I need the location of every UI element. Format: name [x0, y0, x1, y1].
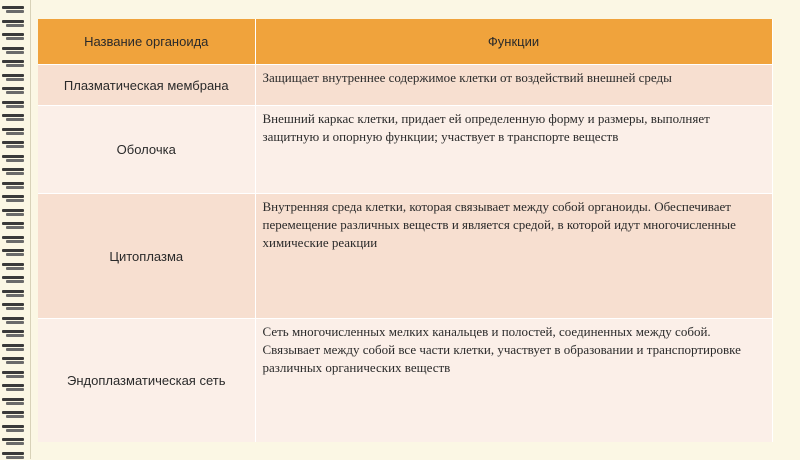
binding-ring: [2, 195, 26, 203]
organoid-name: Эндоплазматическая сеть: [38, 319, 255, 442]
binding-ring: [2, 303, 26, 311]
binding-ring: [2, 209, 26, 217]
binding-ring: [2, 263, 26, 271]
binding-ring: [2, 74, 26, 82]
binding-ring: [2, 101, 26, 109]
organoid-function: Сеть многочисленных мелких канальцев и полостей, соединенных между собой. Связывает между собой все части клетки, участвует в образовании и транспортировке различных органических веществ: [255, 319, 772, 442]
binding-ring: [2, 411, 26, 419]
binding-ring: [2, 87, 26, 95]
organoid-name: Оболочка: [38, 106, 255, 194]
binding-ring: [2, 371, 26, 379]
binding-ring: [2, 222, 26, 230]
binding-ring: [2, 168, 26, 176]
spiral-binding-icon: [0, 0, 30, 459]
table-header-row: [38, 19, 772, 65]
binding-ring: [2, 155, 26, 163]
binding-ring: [2, 330, 26, 338]
organoid-table-container: [38, 19, 772, 459]
binding-ring: [2, 60, 26, 68]
organoid-function: Внешний каркас клетки, придает ей определенную форму и размеры, выполняет защитную и опорную функции; участвует в транспорте веществ: [255, 106, 772, 194]
binding-ring: [2, 249, 26, 257]
header-functions: Функции: [255, 19, 772, 65]
table-row: [38, 106, 772, 194]
organoid-function: Защищает внутреннее содержимое клетки от воздействий внешней среды: [255, 65, 772, 106]
table-row: [38, 194, 772, 319]
binding-ring: [2, 182, 26, 190]
header-organoid-name: Название органоида: [38, 19, 255, 65]
binding-ring: [2, 384, 26, 392]
page-edge: [30, 0, 31, 459]
binding-ring: [2, 276, 26, 284]
binding-ring: [2, 128, 26, 136]
binding-ring: [2, 6, 26, 14]
binding-ring: [2, 452, 26, 460]
binding-ring: [2, 344, 26, 352]
organoid-name: Цитоплазма: [38, 194, 255, 319]
binding-ring: [2, 317, 26, 325]
table-row: [38, 65, 772, 106]
binding-ring: [2, 141, 26, 149]
binding-ring: [2, 236, 26, 244]
binding-ring: [2, 290, 26, 298]
binding-ring: [2, 47, 26, 55]
binding-ring: [2, 438, 26, 446]
organoid-name: Плазматическая мембрана: [38, 65, 255, 106]
binding-ring: [2, 33, 26, 41]
binding-ring: [2, 398, 26, 406]
table-row: [38, 319, 772, 442]
binding-ring: [2, 20, 26, 28]
organoid-function: Внутренняя среда клетки, которая связывает между собой органоиды. Обеспечивает перемещение различных веществ и является средой, в которой идут многочисленные химические реакции: [255, 194, 772, 319]
binding-ring: [2, 425, 26, 433]
binding-ring: [2, 357, 26, 365]
binding-ring: [2, 114, 26, 122]
organoid-table: [38, 19, 773, 442]
